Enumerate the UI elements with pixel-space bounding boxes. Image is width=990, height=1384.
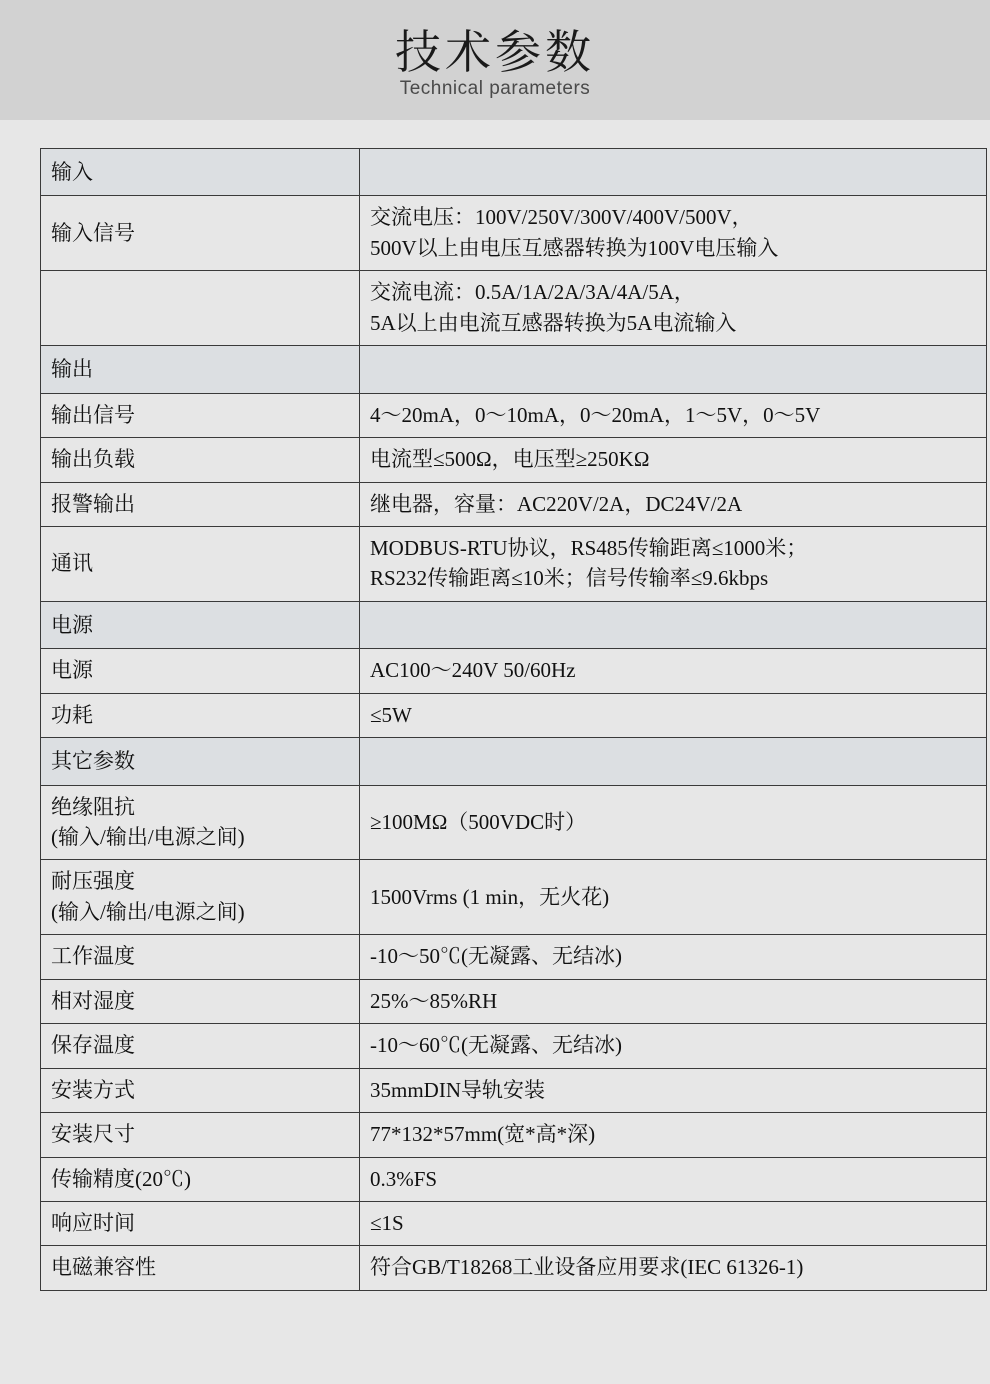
row-value: 交流电压：100V/250V/300V/400V/500V， 500V以上由电压互感器转换为100V电压输入 bbox=[360, 196, 987, 271]
section-label: 其它参数 bbox=[41, 738, 360, 785]
row-value: -10～60℃(无凝露、无结冰) bbox=[360, 1024, 987, 1068]
table-row bbox=[41, 526, 987, 601]
row-label: 安装尺寸 bbox=[41, 1113, 360, 1157]
row-label: 报警输出 bbox=[41, 482, 360, 526]
table-section-row bbox=[41, 149, 987, 196]
spec-sheet bbox=[0, 120, 990, 1291]
row-label: 工作温度 bbox=[41, 935, 360, 979]
section-value bbox=[360, 346, 987, 393]
table-row bbox=[41, 693, 987, 737]
row-label: 功耗 bbox=[41, 693, 360, 737]
table-row bbox=[41, 785, 987, 860]
row-value: ≤1S bbox=[360, 1201, 987, 1245]
page-subtitle: Technical parameters bbox=[399, 78, 591, 100]
row-label: 安装方式 bbox=[41, 1068, 360, 1112]
table-row bbox=[41, 1024, 987, 1068]
section-value bbox=[360, 738, 987, 785]
row-label: 电源 bbox=[41, 649, 360, 693]
table-row bbox=[41, 393, 987, 437]
page-title: 技术参数 bbox=[395, 25, 595, 78]
table-row bbox=[41, 482, 987, 526]
row-value: 4～20mA，0～10mA，0～20mA，1～5V，0～5V bbox=[360, 393, 987, 437]
row-value: ≤5W bbox=[360, 693, 987, 737]
row-label: 输出信号 bbox=[41, 393, 360, 437]
table-row bbox=[41, 271, 987, 346]
table-row bbox=[41, 1068, 987, 1112]
row-value: 交流电流：0.5A/1A/2A/3A/4A/5A， 5A以上由电流互感器转换为5A电流输入 bbox=[360, 271, 987, 346]
row-value: 0.3%FS bbox=[360, 1157, 987, 1201]
row-label: 输入信号 bbox=[41, 196, 360, 271]
row-label bbox=[41, 271, 360, 346]
row-label: 响应时间 bbox=[41, 1201, 360, 1245]
table-row bbox=[41, 196, 987, 271]
table-section-row bbox=[41, 601, 987, 648]
row-label: 保存温度 bbox=[41, 1024, 360, 1068]
row-value: -10～50℃(无凝露、无结冰) bbox=[360, 935, 987, 979]
row-label: 相对湿度 bbox=[41, 979, 360, 1023]
row-value: ≥100MΩ（500VDC时） bbox=[360, 785, 987, 860]
row-value: 继电器，容量：AC220V/2A，DC24V/2A bbox=[360, 482, 987, 526]
table-row bbox=[41, 1201, 987, 1245]
table-row bbox=[41, 1157, 987, 1201]
row-label: 耐压强度 (输入/输出/电源之间) bbox=[41, 860, 360, 935]
section-value bbox=[360, 601, 987, 648]
spec-table-body bbox=[41, 149, 987, 1291]
row-value: 1500Vrms (1 min，无火花) bbox=[360, 860, 987, 935]
table-row bbox=[41, 979, 987, 1023]
row-value: MODBUS-RTU协议，RS485传输距离≤1000米； RS232传输距离≤10米；信号传输率≤9.6kbps bbox=[360, 526, 987, 601]
row-label: 电磁兼容性 bbox=[41, 1246, 360, 1290]
row-value: 77*132*57mm(宽*高*深) bbox=[360, 1113, 987, 1157]
page-header bbox=[0, 0, 990, 120]
row-label: 绝缘阻抗 (输入/输出/电源之间) bbox=[41, 785, 360, 860]
row-value: 符合GB/T18268工业设备应用要求(IEC 61326-1) bbox=[360, 1246, 987, 1290]
table-row bbox=[41, 860, 987, 935]
row-label: 输出负载 bbox=[41, 438, 360, 482]
table-row bbox=[41, 935, 987, 979]
section-label: 输出 bbox=[41, 346, 360, 393]
row-value: 25%～85%RH bbox=[360, 979, 987, 1023]
section-value bbox=[360, 149, 987, 196]
table-section-row bbox=[41, 738, 987, 785]
table-row bbox=[41, 1246, 987, 1290]
table-row bbox=[41, 438, 987, 482]
row-label: 传输精度(20℃) bbox=[41, 1157, 360, 1201]
row-value: AC100～240V 50/60Hz bbox=[360, 649, 987, 693]
table-row bbox=[41, 649, 987, 693]
row-label: 通讯 bbox=[41, 526, 360, 601]
spec-table bbox=[40, 148, 987, 1291]
row-value: 35mmDIN导轨安装 bbox=[360, 1068, 987, 1112]
section-label: 电源 bbox=[41, 601, 360, 648]
row-value: 电流型≤500Ω，电压型≥250KΩ bbox=[360, 438, 987, 482]
section-label: 输入 bbox=[41, 149, 360, 196]
table-section-row bbox=[41, 346, 987, 393]
table-row bbox=[41, 1113, 987, 1157]
